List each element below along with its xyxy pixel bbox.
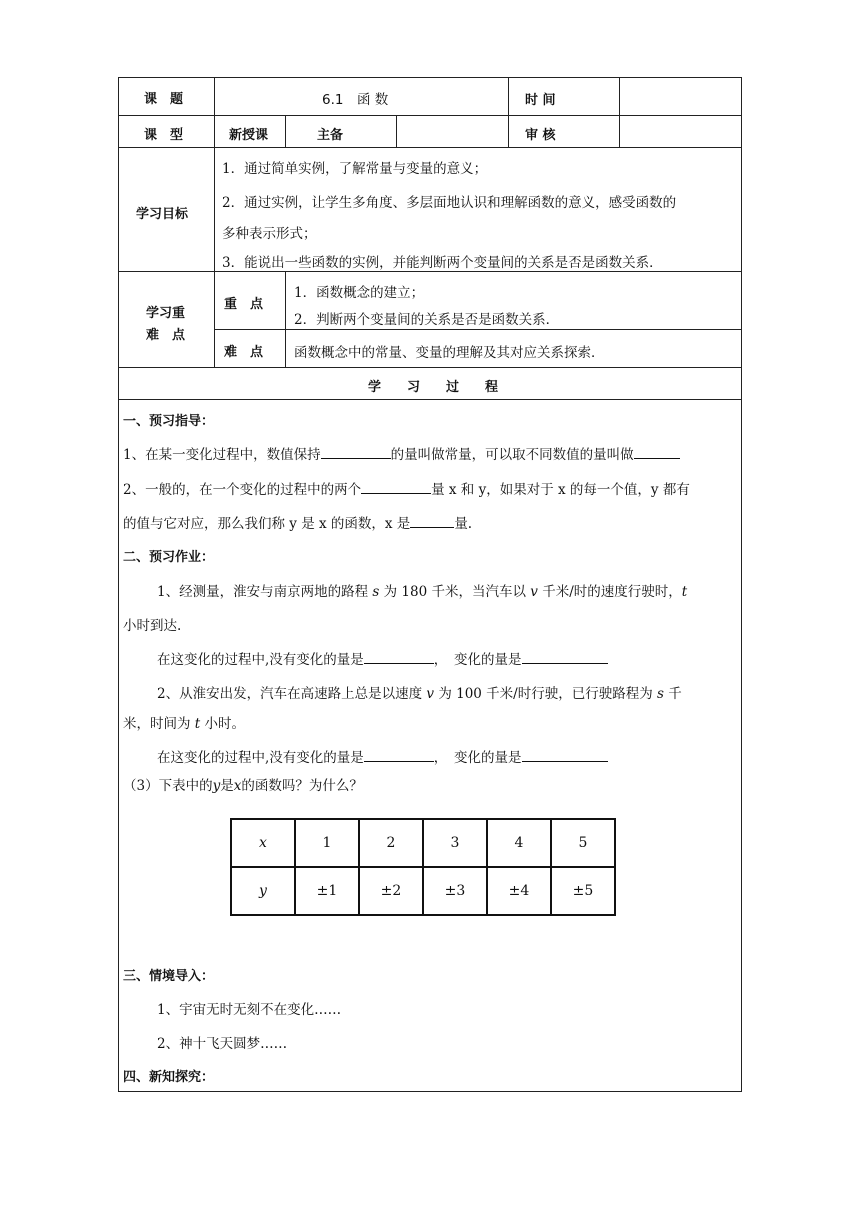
xy-cell: 1 xyxy=(295,819,359,867)
xy-cell: 3 xyxy=(423,819,487,867)
question-text: 米，时间为 xyxy=(123,716,195,732)
col-divider xyxy=(285,271,286,367)
process-title: 学 习 过 程 xyxy=(368,380,499,395)
xy-cell: ±5 xyxy=(551,867,615,915)
keypoints-label-line2: 难 点 xyxy=(146,328,186,343)
row-divider xyxy=(118,367,742,368)
var-symbol: s xyxy=(657,686,664,702)
xy-cell: 4 xyxy=(487,819,551,867)
fill-blank[interactable] xyxy=(364,649,434,664)
xy-header-y: y xyxy=(231,867,295,915)
topic-label: 课 题 xyxy=(144,92,184,107)
focus-label: 重 点 xyxy=(224,297,264,312)
col-divider xyxy=(508,77,509,147)
var-symbol: t xyxy=(681,584,688,600)
question-text: 的函数吗？为什么？ xyxy=(241,778,363,794)
section-heading: 四、新知探究： xyxy=(123,1070,215,1085)
var-symbol: v xyxy=(530,584,538,600)
var-symbol: t xyxy=(194,716,201,732)
row-divider xyxy=(118,115,742,116)
question-text: 在这变化的过程中,没有变化的量是 xyxy=(157,750,364,766)
row-divider xyxy=(118,271,742,272)
time-label: 时 间 xyxy=(525,93,556,108)
review-label: 审 核 xyxy=(525,128,556,143)
xy-cell: ±1 xyxy=(295,867,359,915)
guide-text: 量 x 和 y，如果对于 x 的每一个值，y 都有 xyxy=(431,482,690,498)
question-line xyxy=(157,648,608,668)
situation-item: 1、宇宙无时无刻不在变化…… xyxy=(157,1002,342,1018)
guide-text: 量. xyxy=(454,516,473,532)
section-heading: 一、预习指导： xyxy=(123,414,215,429)
prep-label: 主备 xyxy=(317,128,344,143)
keypoints-label: 学习重 xyxy=(146,306,186,321)
guide-text: 2、一般的，在一个变化的过程中的两个 xyxy=(123,482,362,498)
xy-header-x: x xyxy=(231,819,295,867)
var-symbol: v xyxy=(426,686,435,702)
xy-cell: 2 xyxy=(359,819,423,867)
situation-item: 2、神十飞天圆梦…… xyxy=(157,1036,288,1052)
question-line xyxy=(157,746,608,766)
xy-row-y xyxy=(231,867,615,915)
topic-value: 6.1 函 数 xyxy=(322,92,389,108)
question-line xyxy=(157,682,682,702)
var-symbol: x xyxy=(233,778,242,794)
question-text: 为 180 千米，当汽车以 xyxy=(379,584,531,600)
xy-cell: ±2 xyxy=(359,867,423,915)
row-divider xyxy=(214,329,742,330)
fill-blank[interactable] xyxy=(321,444,391,459)
xy-cell: ±3 xyxy=(423,867,487,915)
question-text: 2、从淮安出发，汽车在高速路上总是以速度 xyxy=(157,686,427,702)
question-text: ， 变化的量是 xyxy=(433,652,522,668)
question-text: 1、经测量，淮安与南京两地的路程 xyxy=(157,584,373,600)
table-border-top xyxy=(118,77,742,78)
var-symbol: s xyxy=(372,584,380,600)
guide-text: 的值与它对应，那么我们称 y 是 x 的函数，x 是 xyxy=(123,516,411,532)
question-text: （3）下表中的 xyxy=(123,778,213,794)
guide-text: 的量叫做常量，可以取不同数值的量叫做 xyxy=(390,447,634,463)
guide-line xyxy=(123,512,472,532)
row-divider xyxy=(118,399,742,400)
goals-label: 学习目标 xyxy=(136,207,189,222)
col-divider xyxy=(285,115,286,147)
question-line xyxy=(157,580,687,600)
goal-item: 1．通过简单实例，了解常量与变量的意义； xyxy=(222,161,488,177)
goal-item: 3．能说出一些函数的实例，并能判断两个变量间的关系是否是函数关系． xyxy=(222,255,663,271)
question-text: 是 xyxy=(220,778,234,794)
row-divider xyxy=(118,147,742,148)
difficulty-text: 函数概念中的常量、变量的理解及其对应关系探索． xyxy=(294,345,605,361)
type-label: 课 型 xyxy=(144,128,184,143)
table-border-bottom xyxy=(118,1091,742,1092)
fill-blank[interactable] xyxy=(522,649,608,664)
fill-blank[interactable] xyxy=(522,747,608,762)
goal-item: 2．通过实例，让学生多角度、多层面地认识和理解函数的意义，感受函数的 xyxy=(222,195,677,211)
col-divider xyxy=(214,77,215,367)
question-line xyxy=(123,774,363,794)
guide-line xyxy=(123,443,680,463)
col-divider xyxy=(619,77,620,147)
question-text: 为 100 千米/时行驶，已行驶路程为 xyxy=(434,686,658,702)
question-text: 小时。 xyxy=(200,716,246,732)
difficulty-label: 难 点 xyxy=(224,345,264,360)
section-heading: 二、预习作业： xyxy=(123,550,215,565)
xy-cell: ±4 xyxy=(487,867,551,915)
xy-row-x xyxy=(231,819,615,867)
focus-item: 2．判断两个变量间的关系是否是函数关系． xyxy=(294,312,560,328)
table-border-left xyxy=(118,77,119,1092)
fill-blank[interactable] xyxy=(361,479,431,494)
question-line: 小时到达. xyxy=(123,618,182,634)
fill-blank[interactable] xyxy=(364,747,434,762)
xy-cell: 5 xyxy=(551,819,615,867)
question-text: 千 xyxy=(663,686,682,702)
col-divider xyxy=(396,115,397,147)
question-text: 在这变化的过程中,没有变化的量是 xyxy=(157,652,364,668)
question-text: ， 变化的量是 xyxy=(433,750,522,766)
guide-text: 1、在某一变化过程中，数值保持 xyxy=(123,447,321,463)
goal-item: 多种表示形式； xyxy=(222,226,317,242)
question-line xyxy=(123,712,245,732)
type-value: 新授课 xyxy=(229,128,269,143)
xy-table xyxy=(230,818,616,916)
fill-blank[interactable] xyxy=(410,513,454,528)
guide-line xyxy=(123,478,690,498)
question-text: 千米/时的速度行驶时， xyxy=(537,584,682,600)
fill-blank[interactable] xyxy=(634,444,680,459)
table-border-right xyxy=(741,77,742,1092)
focus-item: 1．函数概念的建立； xyxy=(294,285,425,301)
var-symbol: y xyxy=(212,778,221,794)
section-heading: 三、情境导入： xyxy=(123,969,215,984)
